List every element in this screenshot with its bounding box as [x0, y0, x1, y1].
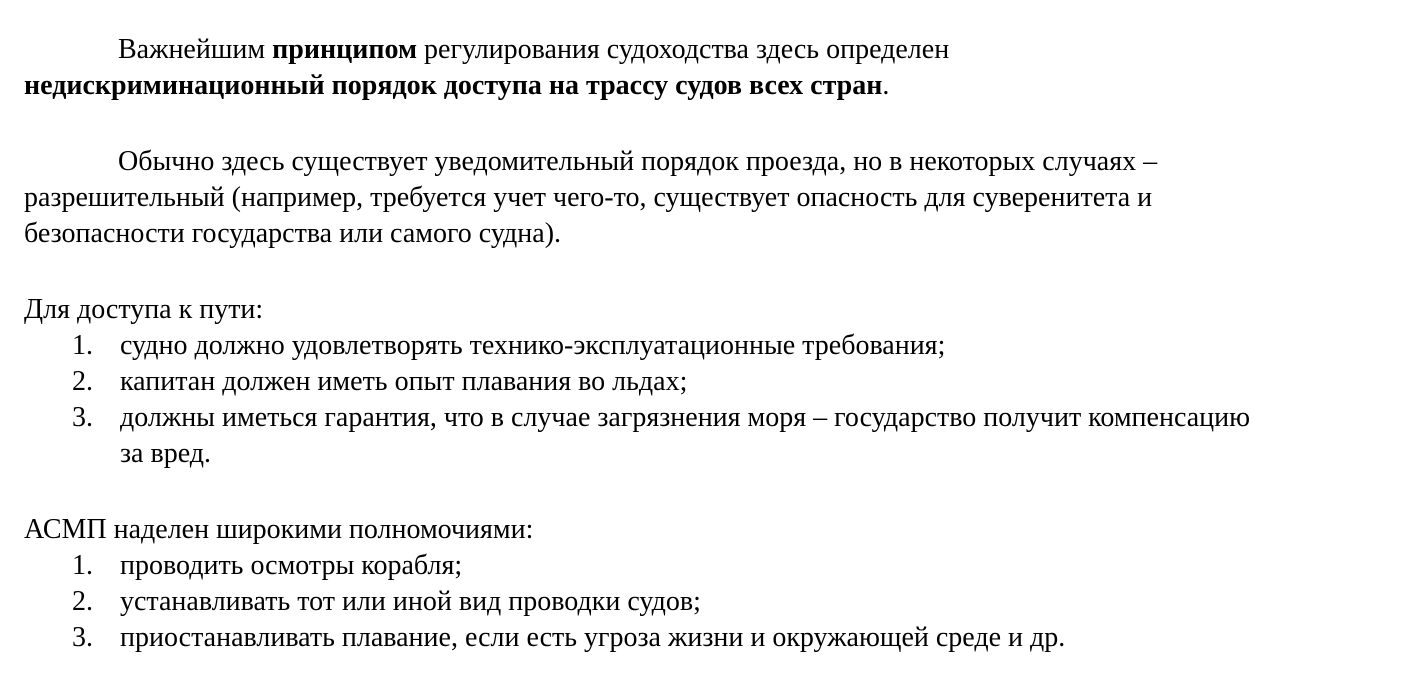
access-item-text: должны иметься гарантия, что в случае загрязнения моря – государство получит компенсацию — [120, 402, 1251, 433]
para1-text-a: Важнейшим — [118, 34, 273, 65]
para2-line3: безопасности государства или самого судна). — [24, 218, 562, 249]
powers-item-number: 2. — [72, 586, 93, 617]
powers-item-number: 3. — [72, 622, 93, 653]
powers-item-text: приостанавливать плавание, если есть угроза жизни и окружающей среде и др. — [120, 622, 1066, 653]
access-heading: Для доступа к пути: — [24, 294, 264, 325]
powers-item-text: проводить осмотры корабля; — [120, 550, 463, 581]
para1-bold-access: недискриминационный порядок доступа на трассу судов всех стран — [24, 70, 883, 101]
para2-line1: Обычно здесь существует уведомительный порядок проезда, но в некоторых случаях – — [118, 146, 1158, 177]
para1-bold-principle: принципом — [272, 34, 418, 65]
powers-item-number: 1. — [72, 550, 93, 581]
access-item-text: судно должно удовлетворять технико-эксплуатационные требования; — [120, 330, 946, 361]
para1-text-c: регулирования судоходства здесь определен — [417, 34, 950, 65]
access-item-number: 3. — [72, 402, 93, 433]
access-item-number: 2. — [72, 366, 93, 397]
powers-heading: АСМП наделен широкими полномочиями: — [24, 514, 534, 545]
para2-line2: разрешительный (например, требуется учет чего-то, существует опасность для суверенитета и — [24, 182, 1153, 213]
access-item-continuation: за вред. — [120, 438, 212, 469]
access-item-number: 1. — [72, 330, 93, 361]
para1-period: . — [882, 70, 890, 101]
para1-line2 — [24, 70, 889, 102]
para1-line1 — [118, 34, 949, 66]
powers-item-text: устанавливать тот или иной вид проводки судов; — [120, 586, 701, 617]
access-item-text: капитан должен иметь опыт плавания во льдах; — [120, 366, 688, 397]
